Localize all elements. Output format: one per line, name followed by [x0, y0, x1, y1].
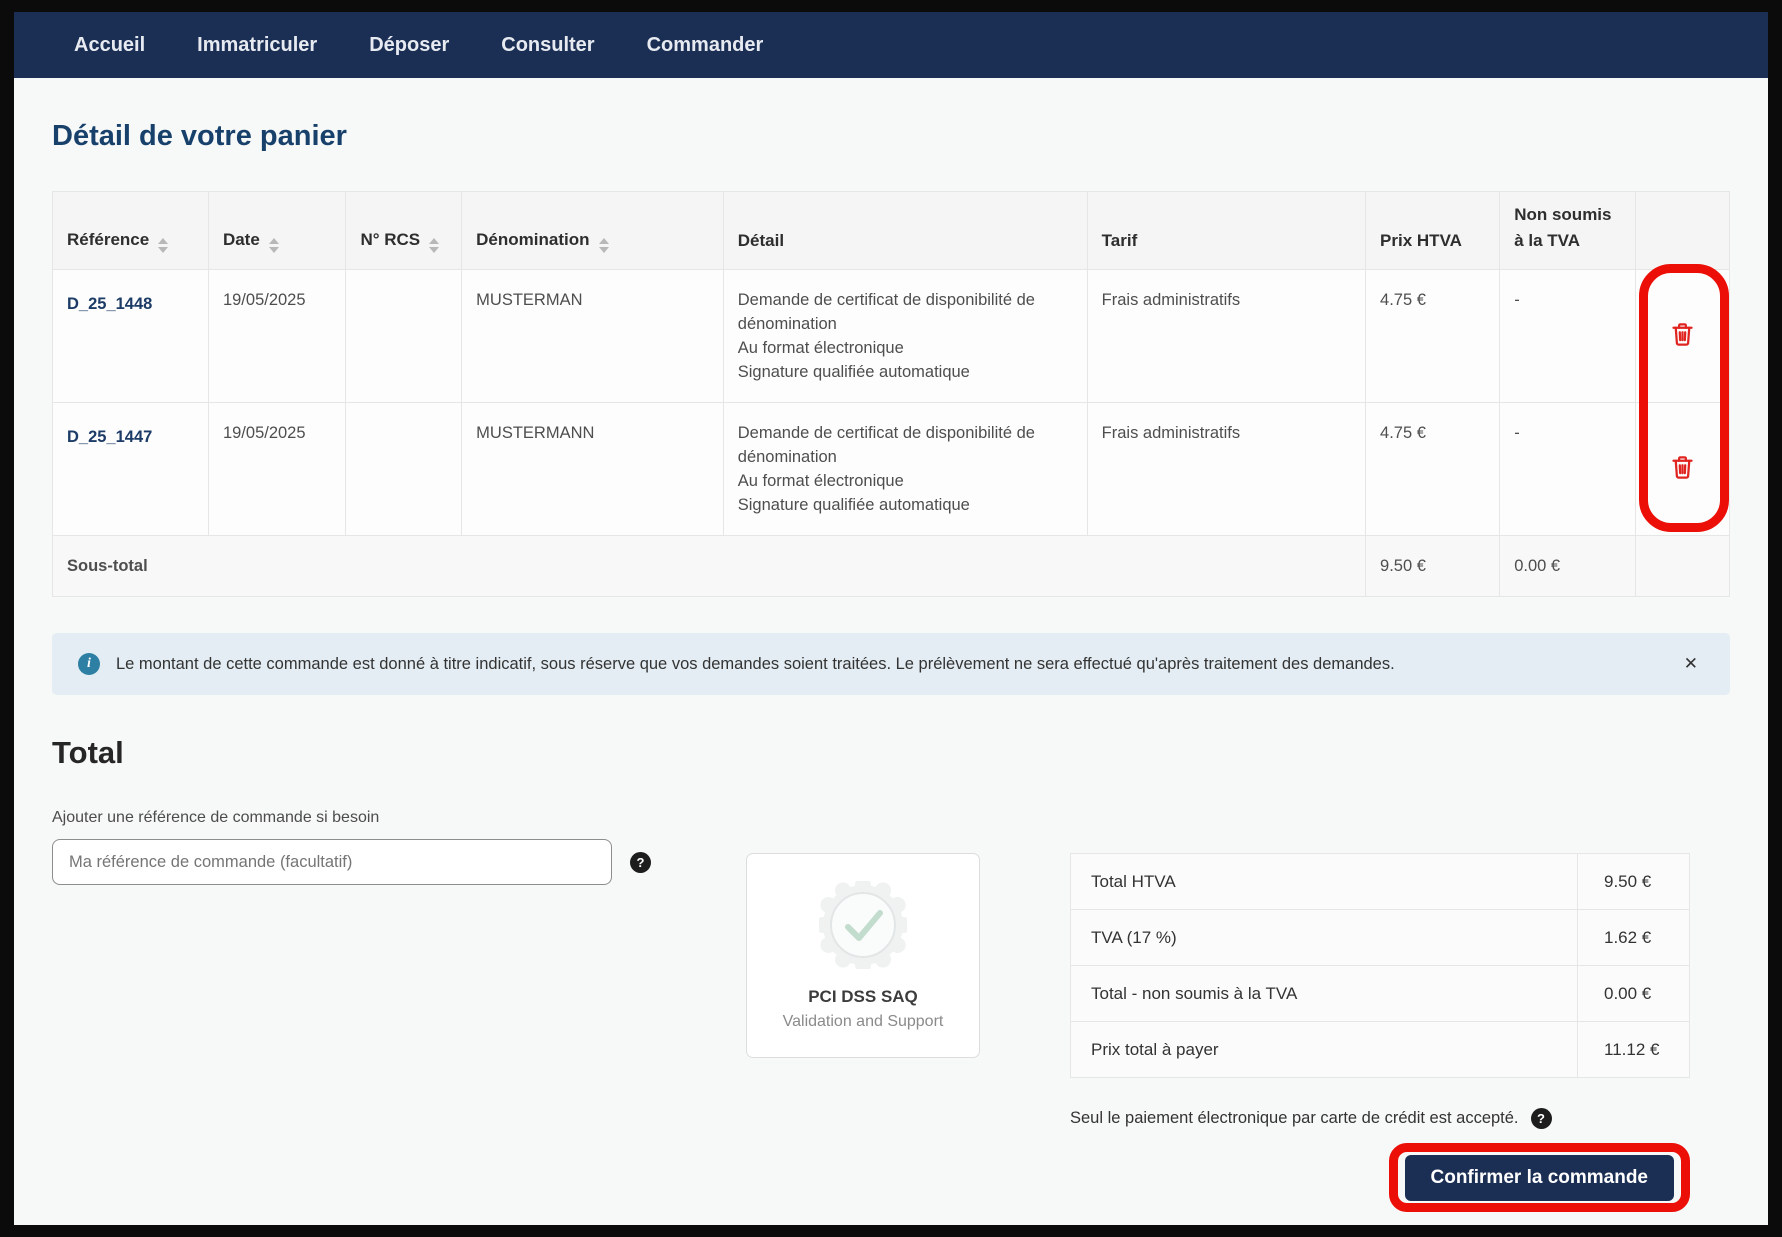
col-header-non-soumis: Non soumis à la TVA — [1500, 192, 1636, 270]
cell-date: 19/05/2025 — [208, 270, 346, 403]
cell-date: 19/05/2025 — [208, 403, 346, 536]
info-banner — [52, 633, 1730, 695]
pci-badge-title: PCI DSS SAQ — [808, 986, 918, 1006]
nav-item-immatriculer[interactable]: Immatriculer — [197, 33, 318, 56]
col-header-actions — [1636, 192, 1730, 270]
order-reference-label: Ajouter une référence de commande si besoin — [52, 809, 380, 826]
table-row — [53, 403, 1730, 536]
detail-line: Demande de certificat de disponibilité de dénomination — [737, 424, 1035, 466]
sort-icon[interactable] — [158, 238, 168, 253]
totals-block — [1070, 853, 1690, 1201]
sort-icon[interactable] — [429, 238, 439, 253]
cell-non-soumis: - — [1500, 403, 1636, 536]
cell-detail — [723, 403, 1087, 536]
delete-item-button[interactable] — [1665, 450, 1700, 488]
pci-seal-icon — [819, 881, 907, 969]
cart-table-wrap — [52, 191, 1730, 597]
col-header-detail: Détail — [723, 192, 1087, 270]
total-section — [52, 809, 1730, 1201]
cell-actions — [1636, 270, 1730, 403]
detail-line: Au format électronique — [737, 339, 904, 357]
pci-badge-subtitle: Validation and Support — [782, 1012, 944, 1030]
help-icon[interactable]: ? — [1531, 1108, 1552, 1129]
cell-actions — [1636, 403, 1730, 536]
table-row — [53, 270, 1730, 403]
totals-row-label: Prix total à payer — [1071, 1022, 1578, 1078]
top-navbar — [14, 12, 1768, 78]
cell-non-soumis: - — [1500, 270, 1636, 403]
col-header-prix-htva: Prix HTVA — [1366, 192, 1500, 270]
col-header-rcs[interactable] — [346, 192, 462, 270]
subtotal-actions — [1636, 536, 1730, 597]
cell-prix-htva: 4.75 € — [1366, 270, 1500, 403]
page-title: Détail de votre panier — [52, 120, 347, 152]
close-icon[interactable]: ✕ — [1678, 650, 1704, 678]
totals-row-value: 0.00 € — [1578, 966, 1690, 1022]
payment-note-text: Seul le paiement électronique par carte de crédit est accepté. — [1070, 1109, 1519, 1127]
totals-row-label: Total - non soumis à la TVA — [1071, 966, 1578, 1022]
col-header-date-label: Date — [222, 230, 260, 249]
cell-denomination: MUSTERMAN — [462, 270, 724, 403]
page — [14, 12, 1768, 1225]
order-reference-block — [52, 809, 660, 885]
pci-badge-card — [746, 853, 980, 1058]
nav-item-accueil[interactable]: Accueil — [74, 33, 146, 56]
confirm-order-button[interactable]: Confirmer la commande — [1405, 1155, 1675, 1201]
totals-row-value: 1.62 € — [1578, 910, 1690, 966]
totals-row-label: TVA (17 %) — [1071, 910, 1578, 966]
payment-note — [1070, 1108, 1690, 1129]
totals-table — [1070, 853, 1690, 1078]
totals-row — [1071, 910, 1690, 966]
sort-icon[interactable] — [269, 238, 279, 253]
totals-row — [1071, 966, 1690, 1022]
cell-denomination: MUSTERMANN — [462, 403, 724, 536]
detail-line: Au format électronique — [737, 472, 904, 490]
totals-row-value: 11.12 € — [1578, 1022, 1690, 1078]
content — [14, 120, 1768, 1201]
subtotal-prix-htva: 9.50 € — [1366, 536, 1500, 597]
info-icon: i — [78, 653, 100, 675]
nav-item-commander[interactable]: Commander — [646, 33, 764, 56]
col-header-rcs-label: N° RCS — [360, 230, 421, 249]
subtotal-non-soumis: 0.00 € — [1500, 536, 1636, 597]
cell-prix-htva: 4.75 € — [1366, 403, 1500, 536]
table-header-row — [53, 192, 1730, 270]
col-header-tarif: Tarif — [1087, 192, 1365, 270]
nav-item-consulter[interactable]: Consulter — [501, 33, 595, 56]
totals-row-label: Total HTVA — [1071, 854, 1578, 910]
reference-link[interactable]: D_25_1448 — [67, 295, 153, 313]
totals-row — [1071, 1022, 1690, 1078]
detail-line: Signature qualifiée automatique — [737, 363, 970, 381]
help-icon[interactable]: ? — [630, 852, 651, 873]
nav-item-deposer[interactable]: Déposer — [369, 33, 450, 56]
detail-line: Demande de certificat de disponibilité de dénomination — [737, 291, 1035, 333]
sort-icon[interactable] — [599, 238, 609, 253]
totals-row — [1071, 854, 1690, 910]
detail-line: Signature qualifiée automatique — [737, 496, 970, 514]
info-banner-text: Le montant de cette commande est donné à titre indicatif, sous réserve que vos demandes soient traitées. Le prélèvement ne sera effectué qu'après traitement des demandes. — [116, 654, 1395, 673]
subtotal-label: Sous-total — [53, 536, 1366, 597]
cart-table — [52, 191, 1730, 597]
cell-rcs — [346, 403, 462, 536]
cell-rcs — [346, 270, 462, 403]
order-reference-input[interactable] — [52, 839, 612, 885]
col-header-reference[interactable] — [53, 192, 209, 270]
cell-tarif: Frais administratifs — [1087, 403, 1365, 536]
total-heading: Total — [52, 735, 124, 770]
delete-item-button[interactable] — [1665, 317, 1700, 355]
cell-tarif: Frais administratifs — [1087, 270, 1365, 403]
totals-row-value: 9.50 € — [1578, 854, 1690, 910]
col-header-reference-label: Référence — [67, 230, 150, 249]
cell-detail — [723, 270, 1087, 403]
col-header-denomination[interactable] — [462, 192, 724, 270]
trash-icon — [1669, 321, 1696, 348]
reference-link[interactable]: D_25_1447 — [67, 428, 153, 446]
trash-icon — [1669, 454, 1696, 481]
col-header-denomination-label: Dénomination — [476, 230, 590, 249]
subtotal-row — [53, 536, 1730, 597]
col-header-date[interactable] — [208, 192, 346, 270]
